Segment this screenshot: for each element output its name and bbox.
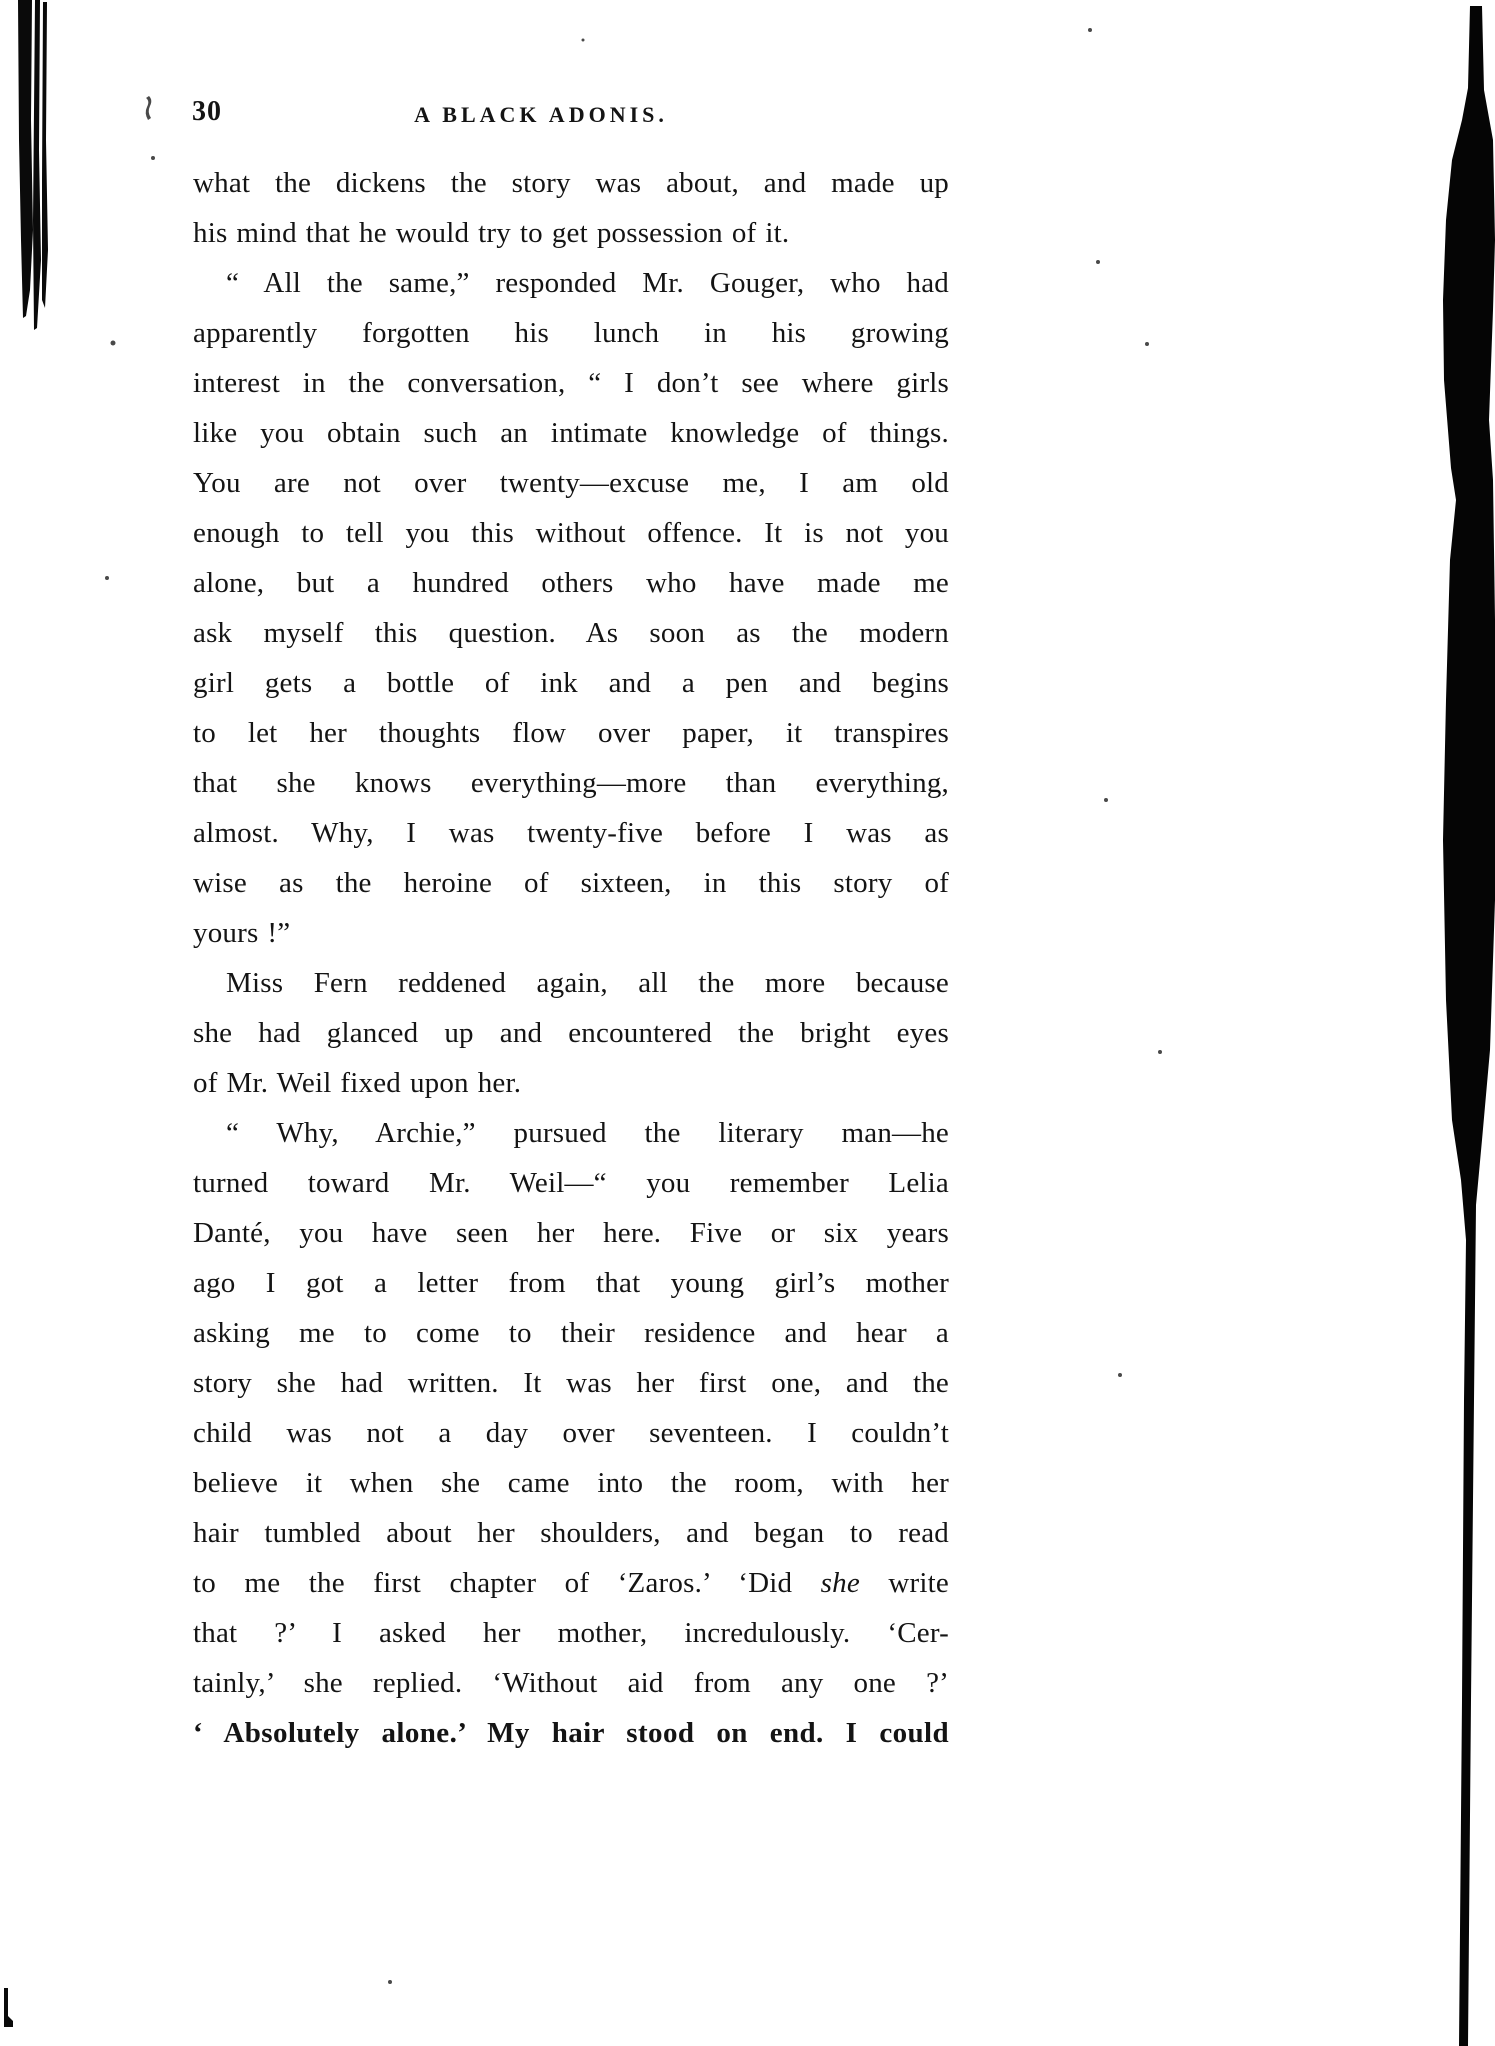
- text-line: story she had written. It was her first one, and the: [193, 1367, 949, 1399]
- scan-artifact-left-bar-1: [18, 0, 33, 318]
- text-line: tainly,’ she replied. ‘Without aid from any one ?’: [193, 1667, 949, 1699]
- page-number: 30: [192, 96, 222, 127]
- text-line: alone, but a hundred others who have made me: [193, 567, 949, 599]
- text-line: turned toward Mr. Weil—“ you remember Lelia: [193, 1167, 949, 1199]
- running-header: A BLACK ADONIS.: [414, 102, 668, 127]
- scan-artifact-bottom-left-line: [4, 1988, 13, 2027]
- text-line: almost. Why, I was twenty-five before I was as: [193, 817, 949, 849]
- text-line: believe it when she came into the room, with her: [193, 1467, 949, 1499]
- text-line: yours !”: [193, 917, 291, 949]
- text-line: “ Why, Archie,” pursued the literary man—he: [226, 1117, 949, 1149]
- text-line: Miss Fern reddened again, all the more because: [226, 967, 949, 999]
- text-line: “ All the same,” responded Mr. Gouger, who had: [226, 267, 949, 299]
- text-line: interest in the conversation, “ I don’t see where girls: [193, 367, 949, 399]
- text-line: asking me to come to their residence and hear a: [193, 1317, 949, 1349]
- text-line: hair tumbled about her shoulders, and began to read: [193, 1517, 949, 1549]
- text-line: Danté, you have seen her here. Five or six years: [193, 1217, 949, 1249]
- text-line: girl gets a bottle of ink and a pen and begins: [193, 667, 949, 699]
- text-line: ago I got a letter from that young girl’s mother: [193, 1267, 949, 1299]
- text-line: apparently forgotten his lunch in his growing: [193, 317, 949, 349]
- text-line: his mind that he would try to get possession of it.: [193, 217, 790, 249]
- text-line: like you obtain such an intimate knowledge of things.: [193, 417, 949, 449]
- text-line: to me the first chapter of ‘Zaros.’ ‘Did she write: [193, 1567, 949, 1599]
- scan-artifact-left-bar-3: [42, 2, 48, 308]
- text-line: to let her thoughts flow over paper, it transpires: [193, 717, 949, 749]
- text-line: ‘ Absolutely alone.’ My hair stood on end. I could: [193, 1717, 949, 1749]
- text-line: she had glanced up and encountered the bright eyes: [193, 1017, 949, 1049]
- page-body: [193, 158, 949, 1758]
- text-line: enough to tell you this without offence. It is not you: [193, 517, 949, 549]
- scan-artifact-left-bar-2: [33, 0, 41, 330]
- text-line: of Mr. Weil fixed upon her.: [193, 1067, 522, 1099]
- text-line: that ?’ I asked her mother, incredulously. ‘Cer-: [193, 1617, 949, 1649]
- text-line: that she knows everything—more than everything,: [193, 767, 949, 799]
- text-line: child was not a day over seventeen. I couldn’t: [193, 1417, 949, 1449]
- text-line: You are not over twenty—excuse me, I am old: [193, 467, 949, 499]
- scan-artifact-binding-streak: [1443, 6, 1495, 2046]
- text-line: ask myself this question. As soon as the modern: [193, 617, 949, 649]
- text-line: wise as the heroine of sixteen, in this story of: [193, 867, 949, 899]
- text-line: what the dickens the story was about, and made up: [193, 167, 949, 199]
